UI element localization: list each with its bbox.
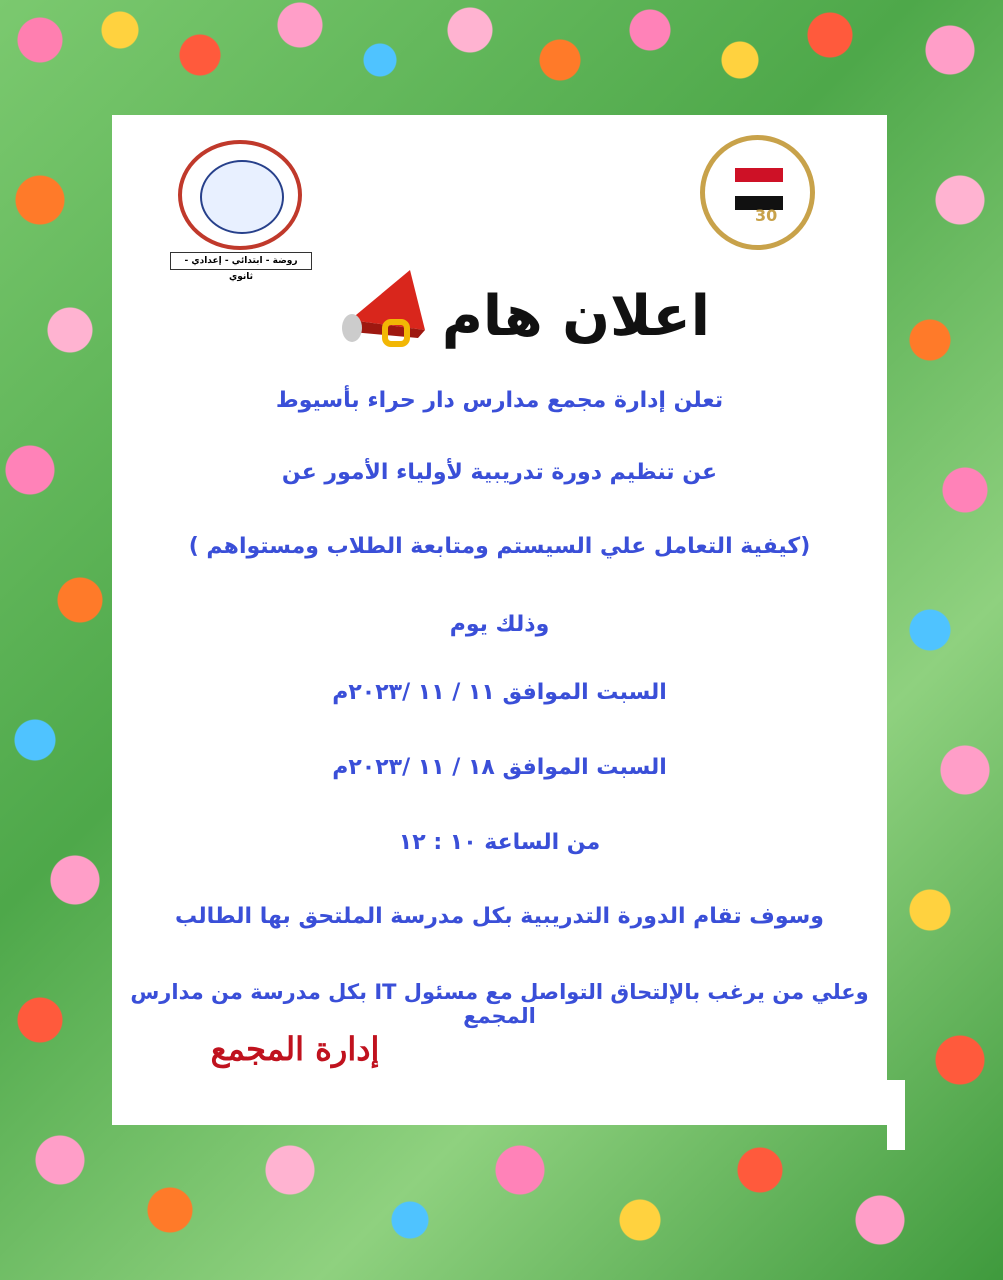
body-line-4: وذلك يوم <box>449 612 550 637</box>
title-row <box>320 260 740 370</box>
body-line-1: تعلن إدارة مجمع مدارس دار حراء بأسيوط <box>275 388 724 413</box>
time-line: من الساعة ١٠ : ١٢ <box>398 830 601 855</box>
body-line-3: (كيفية التعامل علي السيستم ومتابعة الطلاب ومستواهم ) <box>188 534 811 559</box>
school-seal-logo <box>170 140 310 282</box>
body-line-venue: وسوف تقام الدورة التدريبية بكل مدرسة الملتحق بها الطالب <box>175 904 824 929</box>
body-line-2: عن تنظيم دورة تدريبية لأولياء الأمور عن <box>281 460 718 485</box>
ministry-seal-number: 30 <box>755 206 778 225</box>
megaphone-icon <box>330 260 440 360</box>
egypt-flag-icon <box>735 168 783 210</box>
signature: إدارة المجمع <box>210 1030 380 1068</box>
body-line-contact: وعلي من يرغب بالإلتحاق التواصل مع مسئول IT بكل مدرسة من مدارس المجمع <box>130 980 869 1028</box>
card-edge <box>887 1080 905 1150</box>
ministry-seal-logo <box>700 135 815 250</box>
date-line-2: السبت الموافق ١٨ / ١١ /٢٠٢٣م <box>332 755 667 780</box>
school-stages-caption: روضة - ابتدائي - إعدادي - ثانوي <box>170 252 312 270</box>
page-title: اعلان هام <box>441 284 710 349</box>
date-line-1: السبت الموافق ١١ / ١١ /٢٠٢٣م <box>332 680 667 705</box>
school-seal-ring <box>178 140 302 250</box>
school-seal-emblem <box>200 160 284 234</box>
